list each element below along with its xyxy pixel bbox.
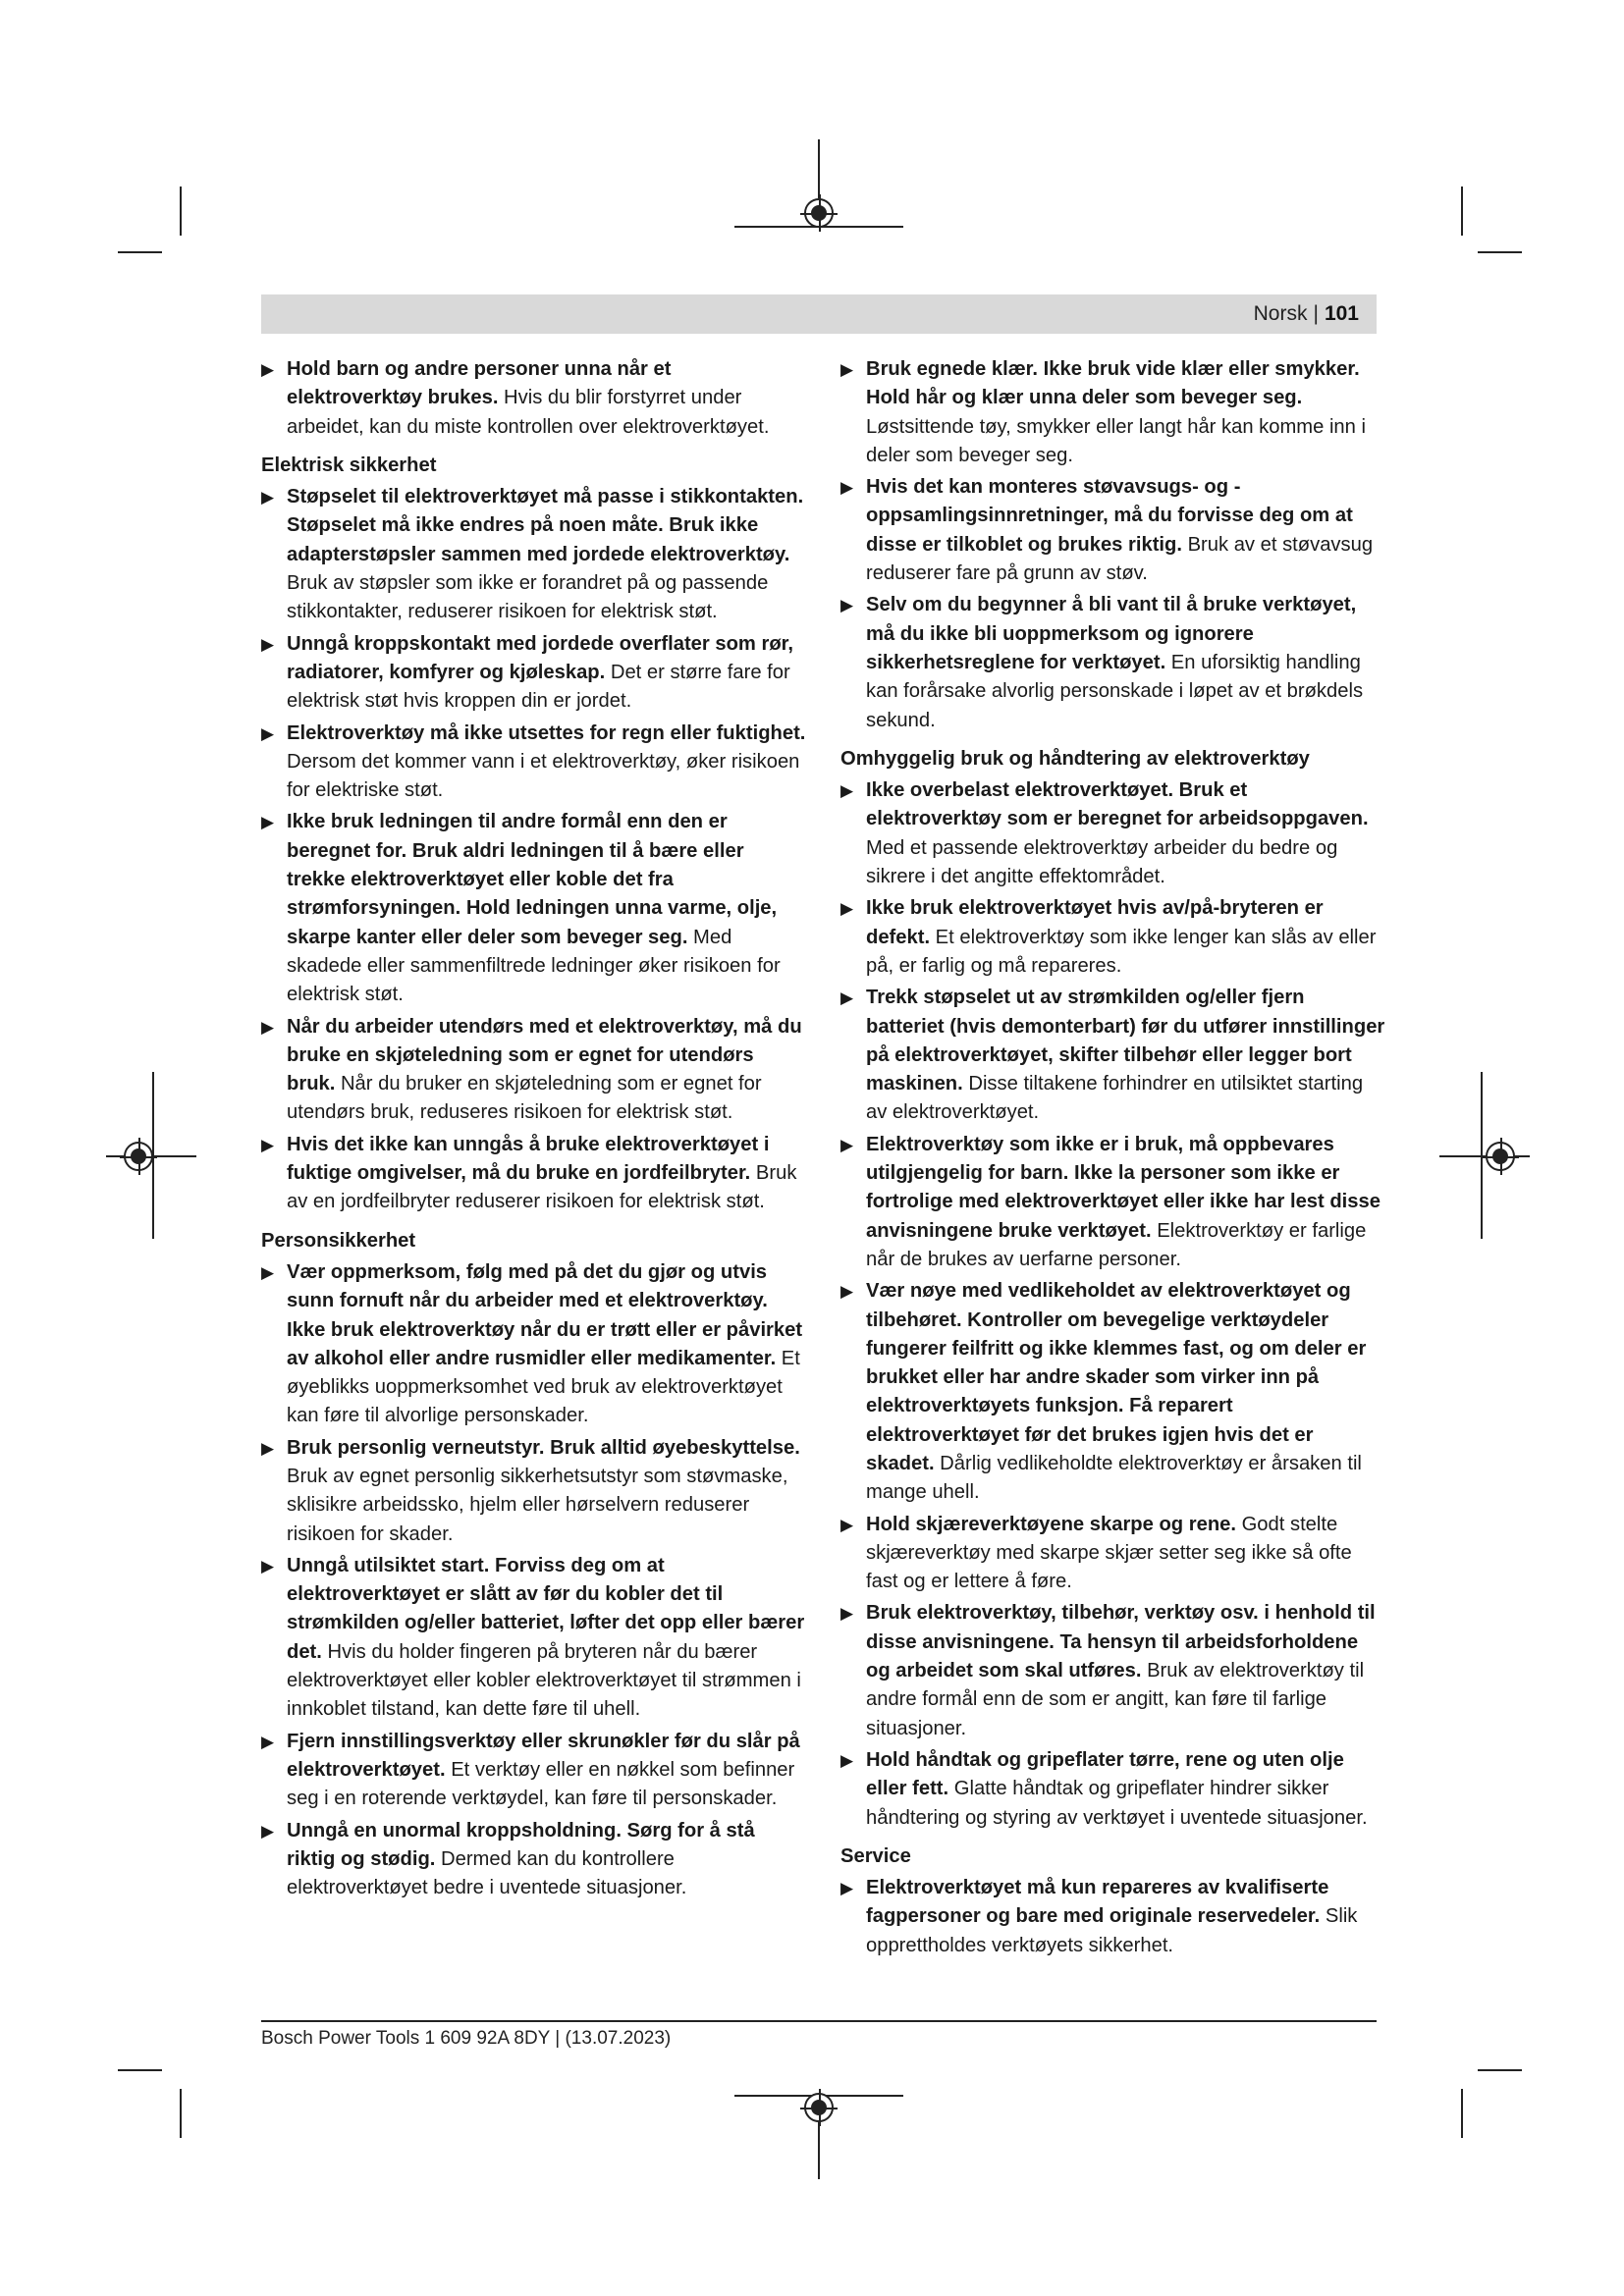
list-item	[261, 1817, 806, 1903]
bullet-arrow-icon: ▶	[840, 988, 854, 1008]
bullet-arrow-icon: ▶	[840, 1282, 854, 1302]
item-text: Elektroverktøy er farlige når de brukes av uerfarne personer.	[866, 1219, 1367, 1270]
list-item	[261, 630, 806, 717]
item-bold-text: Elektroverktøyet må kun repareres av kvalifiserte fagpersoner og bare med originale reservedeler.	[866, 1877, 1329, 1928]
registration-target-icon	[804, 2093, 834, 2122]
item-text: Bruk av et støvavsug reduserer fare på grunn av støv.	[866, 533, 1374, 585]
section-heading: Personsikkerhet	[261, 1229, 416, 1252]
item-text: Godt stelte skjæreverktøy med skarpe skjær setter seg ikke så ofte fast og er lettere å føre.	[866, 1513, 1352, 1593]
item-text: Løstsittende tøy, smykker eller langt hår kan komme inn i deler som beveger seg.	[866, 415, 1366, 466]
item-bold-text: Elektroverktøy må ikke utsettes for regn eller fuktighet.	[287, 721, 806, 744]
item-bold-text: Hold håndtak og gripeflater tørre, rene og uten olje eller fett.	[866, 1748, 1344, 1800]
item-text: Et verktøy eller en nøkkel som befinner seg i en roterende verktøydel, kan føre til personskader.	[287, 1758, 795, 1810]
bullet-arrow-icon: ▶	[261, 813, 275, 832]
item-text: Hvis du holder fingeren på bryteren når du bærer elektroverktøyet eller kobler elektroverktøyet til strømmen i innkoblet tilstand, kan dette føre til uhell.	[287, 1640, 801, 1721]
list-item	[840, 776, 1385, 891]
item-bold-text: Unngå en unormal kroppsholdning. Sørg for å stå riktig og stødig.	[287, 1819, 755, 1870]
item-bold-text: Støpselet til elektroverktøyet må passe i stikkontakten. Støpselet må ikke endres på noen måte. Bruk ikke adapterstøpsler sammen med jordede elektroverktøy.	[287, 486, 804, 565]
item-text: Dårlig vedlikeholdte elektroverktøy er årsaken til mange uhell.	[866, 1452, 1362, 1504]
list-item	[261, 1013, 806, 1128]
header-separator: |	[1313, 302, 1319, 325]
list-item	[840, 1131, 1385, 1274]
section-heading: Omhyggelig bruk og håndtering av elektroverktøy	[840, 747, 1310, 770]
bullet-arrow-icon: ▶	[261, 723, 275, 743]
left-column	[261, 355, 806, 1905]
item-bold-text: Når du arbeider utendørs med et elektroverktøy, må du bruke en skjøteledning som er egnet for utendørs bruk.	[287, 1015, 802, 1095]
registration-target-icon	[124, 1142, 153, 1171]
item-bold-text: Hold skjæreverktøyene skarpe og rene.	[866, 1513, 1236, 1535]
section-heading: Elektrisk sikkerhet	[261, 454, 437, 476]
list-item	[840, 473, 1385, 588]
bullet-arrow-icon: ▶	[840, 899, 854, 919]
item-text: Disse tiltakene forhindrer en utilsiktet starting av elektroverktøyet.	[866, 1073, 1364, 1124]
item-bold-text: Elektroverktøy som ikke er i bruk, må oppbevares utilgjengelig for barn. Ikke la personer som ikke er fortrolige med elektroverktøyet eller ikke har lest disse anvisningene bruke verktøyet.	[866, 1133, 1380, 1242]
list-item	[261, 808, 806, 1009]
crop-mark	[1461, 187, 1463, 236]
list-item	[840, 355, 1385, 470]
list-item	[261, 1728, 806, 1814]
page-number: 101	[1324, 302, 1359, 325]
bullet-arrow-icon: ▶	[840, 1750, 854, 1770]
item-text: Dersom det kommer vann i et elektroverktøy, øker risikoen for elektriske støt.	[287, 750, 800, 802]
registration-target-icon	[1486, 1142, 1515, 1171]
item-bold-text: Bruk egnede klær. Ikke bruk vide klær eller smykker. Hold hår og klær unna deler som beveger seg.	[866, 358, 1360, 409]
list-item	[840, 984, 1385, 1127]
item-text: Hvis du blir forstyrret under arbeidet, kan du miste kontrollen over elektroverktøyet.	[287, 387, 770, 438]
registration-target-icon	[804, 198, 834, 228]
item-bold-text: Ikke bruk ledningen til andre formål enn den er beregnet for. Bruk aldri ledningen til å bære eller trekke elektroverktøyet eller koble det fra strømforsyningen. Hold ledningen unna varme, olje, skarpe kanter eller deler som beveger seg.	[287, 811, 778, 948]
bullet-arrow-icon: ▶	[261, 1438, 275, 1458]
crop-mark	[180, 2089, 182, 2138]
list-item	[840, 1277, 1385, 1507]
bullet-arrow-icon: ▶	[840, 1515, 854, 1534]
item-text: Glatte håndtak og gripeflater hindrer sikker håndtering og styring av verktøyet i uventede situasjoner.	[866, 1778, 1368, 1829]
bullet-arrow-icon: ▶	[261, 360, 275, 379]
item-text: Det er større fare for elektrisk støt hvis kroppen din er jordet.	[287, 661, 790, 713]
item-text: Bruk av egnet personlig sikkerhetsutstyr som støvmaske, sklisikre arbeidssko, hjelm eller hørselvern reduserer risikoen for skader.	[287, 1465, 788, 1545]
item-bold-text: Unngå utilsiktet start. Forviss deg om at elektroverktøyet er slått av før du kobler det til strømkilden og/eller batteriet, løfter det opp eller bærer det.	[287, 1554, 805, 1663]
list-item	[261, 355, 806, 442]
item-bold-text: Vær oppmerksom, følg med på det du gjør og utvis sunn fornuft når du arbeider med et elektroverktøy. Ikke bruk elektroverktøy når du er trøtt eller er påvirket av alkohol eller andre rusmidler eller medikamenter.	[287, 1260, 803, 1369]
bullet-arrow-icon: ▶	[261, 1017, 275, 1037]
list-item	[261, 1434, 806, 1549]
crop-mark	[118, 251, 162, 253]
bullet-arrow-icon: ▶	[261, 1135, 275, 1154]
bullet-arrow-icon: ▶	[840, 478, 854, 498]
crop-mark	[1461, 2089, 1463, 2138]
bullet-arrow-icon: ▶	[840, 360, 854, 379]
item-bold-text: Ikke overbelast elektroverktøyet. Bruk et elektroverktøy som er beregnet for arbeidsoppgaven.	[866, 779, 1369, 830]
list-item	[840, 591, 1385, 734]
item-text: Dermed kan du kontrollere elektroverktøyet bedre i uventede situasjoner.	[287, 1847, 687, 1899]
section-heading: Service	[840, 1844, 911, 1867]
list-item	[840, 1599, 1385, 1742]
list-item	[840, 1746, 1385, 1833]
bullet-arrow-icon: ▶	[261, 1262, 275, 1282]
crop-mark	[118, 2069, 162, 2071]
bullet-arrow-icon: ▶	[840, 1604, 854, 1624]
bullet-arrow-icon: ▶	[840, 781, 854, 801]
bullet-arrow-icon: ▶	[261, 634, 275, 654]
item-text: En uforsiktig handling kan forårsake alvorlig personskade i løpet av et brøkdels sekund.	[866, 651, 1364, 731]
bullet-arrow-icon: ▶	[840, 1879, 854, 1898]
bullet-arrow-icon: ▶	[261, 1821, 275, 1841]
item-text: Med et passende elektroverktøy arbeider du bedre og sikrere i det angitte effektområdet.	[866, 836, 1338, 888]
registration-line	[818, 139, 820, 198]
bullet-arrow-icon: ▶	[261, 1556, 275, 1575]
list-item	[840, 1511, 1385, 1597]
list-item	[261, 1131, 806, 1217]
list-item	[261, 1258, 806, 1431]
crop-mark	[1478, 2069, 1522, 2071]
list-item	[261, 720, 806, 806]
item-text: Et øyeblikks uoppmerksomhet ved bruk av elektroverktøyet kan føre til alvorlige personskader.	[287, 1347, 800, 1427]
item-bold-text: Bruk elektroverktøy, tilbehør, verktøy osv. i henhold til disse anvisningene. Ta hensyn til arbeidsforholdene og arbeidet som skal utføres.	[866, 1602, 1376, 1682]
bullet-arrow-icon: ▶	[840, 1135, 854, 1154]
item-text: Når du bruker en skjøteledning som er egnet for utendørs bruk, reduseres risikoen for elektrisk støt.	[287, 1073, 762, 1124]
item-text: Bruk av en jordfeilbryter reduserer risikoen for elektrisk støt.	[287, 1162, 797, 1213]
page-header	[261, 294, 1377, 334]
item-text: Et elektroverktøy som ikke lenger kan slås av eller på, er farlig og må repareres.	[866, 926, 1377, 977]
footer-divider	[261, 2020, 1377, 2022]
item-text: Med skadede eller sammenfiltrede ledninger øker risikoen for elektrisk støt.	[287, 926, 781, 1006]
item-bold-text: Hvis det ikke kan unngås å bruke elektroverktøyet i fuktige omgivelser, må du bruke en jordfeilbryter.	[287, 1133, 770, 1185]
list-item	[261, 1552, 806, 1725]
header-language: Norsk	[1253, 302, 1308, 325]
right-column	[840, 355, 1385, 1963]
registration-line	[818, 2122, 820, 2179]
list-item	[840, 1874, 1385, 1960]
item-bold-text: Hold barn og andre personer unna når et elektroverktøy brukes.	[287, 358, 672, 409]
list-item	[840, 894, 1385, 981]
item-bold-text: Fjern innstillingsverktøy eller skrunøkler før du slår på elektroverktøyet.	[287, 1730, 800, 1781]
item-text: Bruk av støpsler som ikke er forandret på og passende stikkontakter, reduserer risikoen for elektrisk støt.	[287, 572, 769, 623]
item-bold-text: Bruk personlig verneutstyr. Bruk alltid øyebeskyttelse.	[287, 1436, 800, 1459]
bullet-arrow-icon: ▶	[261, 1732, 275, 1751]
item-bold-text: Vær nøye med vedlikeholdet av elektroverktøyet og tilbehøret. Kontroller om bevegelige verktøydeler fungerer feilfritt og ikke klemmes fast, og om deler er brukket eller har andre skader som virker inn på elektroverktøyets funksjon. Få reparert elektroverktøyet før det brukes igjen hvis det er skadet.	[866, 1280, 1367, 1474]
item-bold-text: Unngå kroppskontakt med jordede overflater som rør, radiatorer, komfyrer og kjøleskap.	[287, 632, 794, 683]
crop-mark	[180, 187, 182, 236]
item-text: Bruk av elektroverktøy til andre formål enn de som er angitt, kan føre til farlige situasjoner.	[866, 1660, 1365, 1739]
page-footer: Bosch Power Tools 1 609 92A 8DY | (13.07.2023)	[261, 2028, 672, 2049]
bullet-arrow-icon: ▶	[261, 488, 275, 507]
item-bold-text: Trekk støpselet ut av strømkilden og/eller fjern batteriet (hvis demonterbart) før du utfører innstillinger på elektroverktøyet, skifter tilbehør eller legger bort maskinen.	[866, 987, 1385, 1095]
list-item	[261, 483, 806, 626]
crop-mark	[1478, 251, 1522, 253]
item-bold-text: Hvis det kan monteres støvavsugs- og -oppsamlingsinnretninger, må du forvisse deg om at disse er tilkoblet og brukes riktig.	[866, 476, 1353, 556]
item-text: Slik opprettholdes verktøyets sikkerhet.	[866, 1905, 1358, 1956]
item-bold-text: Ikke bruk elektroverktøyet hvis av/på-bryteren er defekt.	[866, 897, 1324, 948]
item-bold-text: Selv om du begynner å bli vant til å bruke verktøyet, må du ikke bli uoppmerksom og ignorere sikkerhetsreglene for verktøyet.	[866, 594, 1357, 673]
bullet-arrow-icon: ▶	[840, 596, 854, 615]
